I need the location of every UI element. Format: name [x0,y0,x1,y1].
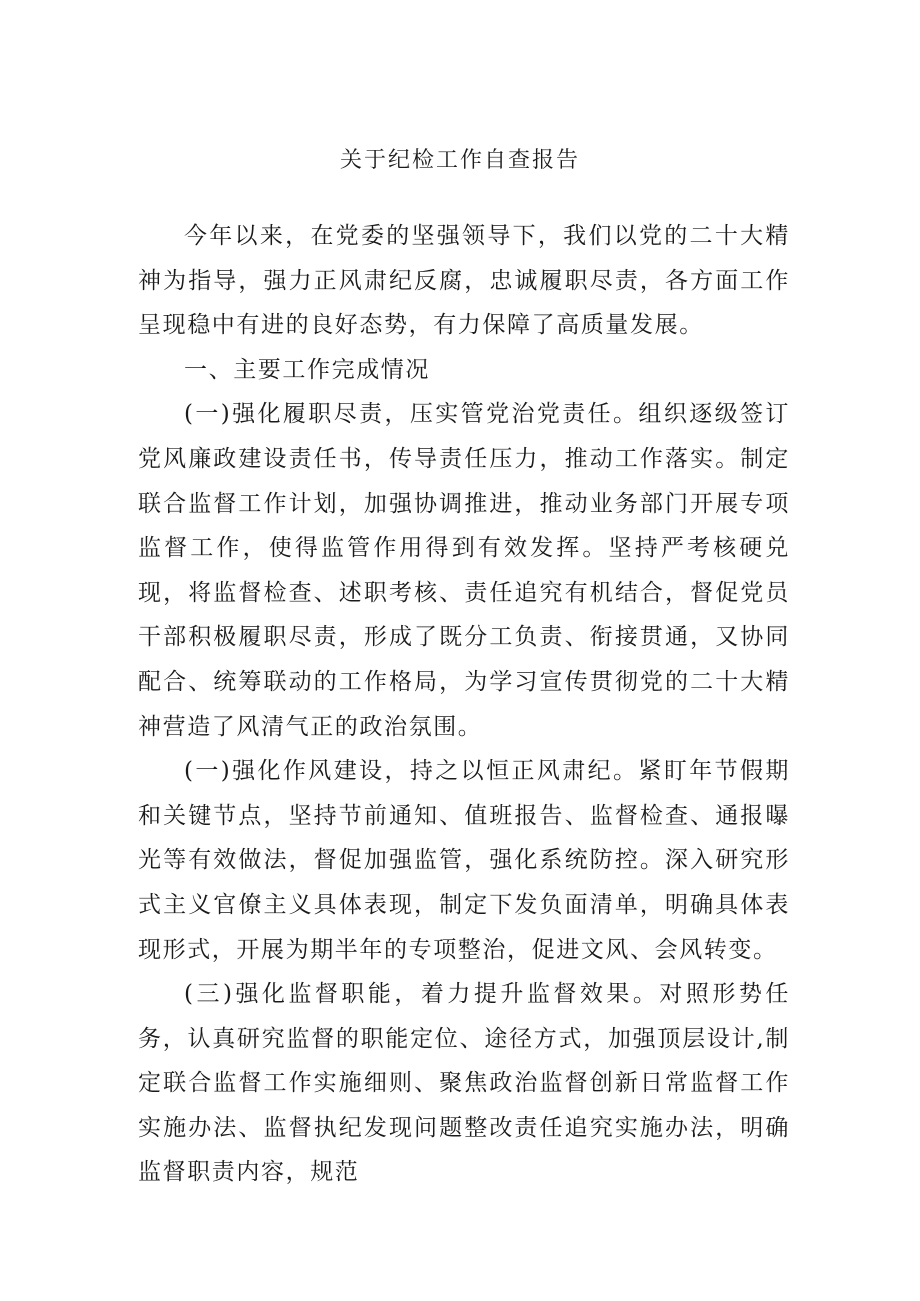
document-body [138,214,790,1195]
intro-paragraph: 今年以来，在党委的坚强领导下，我们以党的二十大精神为指导，强力正风肃纪反腐，忠诚履职尽责，各方面工作呈现稳中有进的良好态势，有力保障了高质量发展。 [138,223,790,339]
body-paragraph: (一)强化作风建设，持之以恒正风肃纪。紧盯年节假期和关键节点，坚持节前通知、值班报告、监督检查、通报曝光等有效做法，督促加强监管，强化系统防控。深入研究形式主义官僚主义具体表现，制定下发负面清单，明确具体表现形式，开展为期半年的专项整治，促进文风、会风转变。 [138,758,790,963]
document-title: 关于纪检工作自查报告 [339,148,580,173]
body-paragraph: (一)强化履职尽责，压实管党治党责任。组织逐级签订党风廉政建设责任书，传导责任压力，推动工作落实。制定联合监督工作计划，加强协调推进，推动业务部门开展专项监督工作，使得监管作用得到有效发挥。坚持严考核硬兑现，将监督检查、述职考核、责任追究有机结合，督促党员干部积极履职尽责，形成了既分工负责、衔接贯通，又协同配合、统筹联动的工作格局，为学习宣传贯彻党的二十大精神营造了风清气正的政治氛围。 [138,401,790,740]
section-heading: 一、主要工作完成情况 [184,356,430,383]
body-paragraph: (三)强化监督职能，着力提升监督效果。对照形势任务，认真研究监督的职能定位、途径方式，加强顶层设计,制定联合监督工作实施细则、聚焦政治监督创新日常监督工作实施办法、监督执纪发现问题整改责任追究实施办法，明确监督职责内容，规范 [138,981,790,1186]
